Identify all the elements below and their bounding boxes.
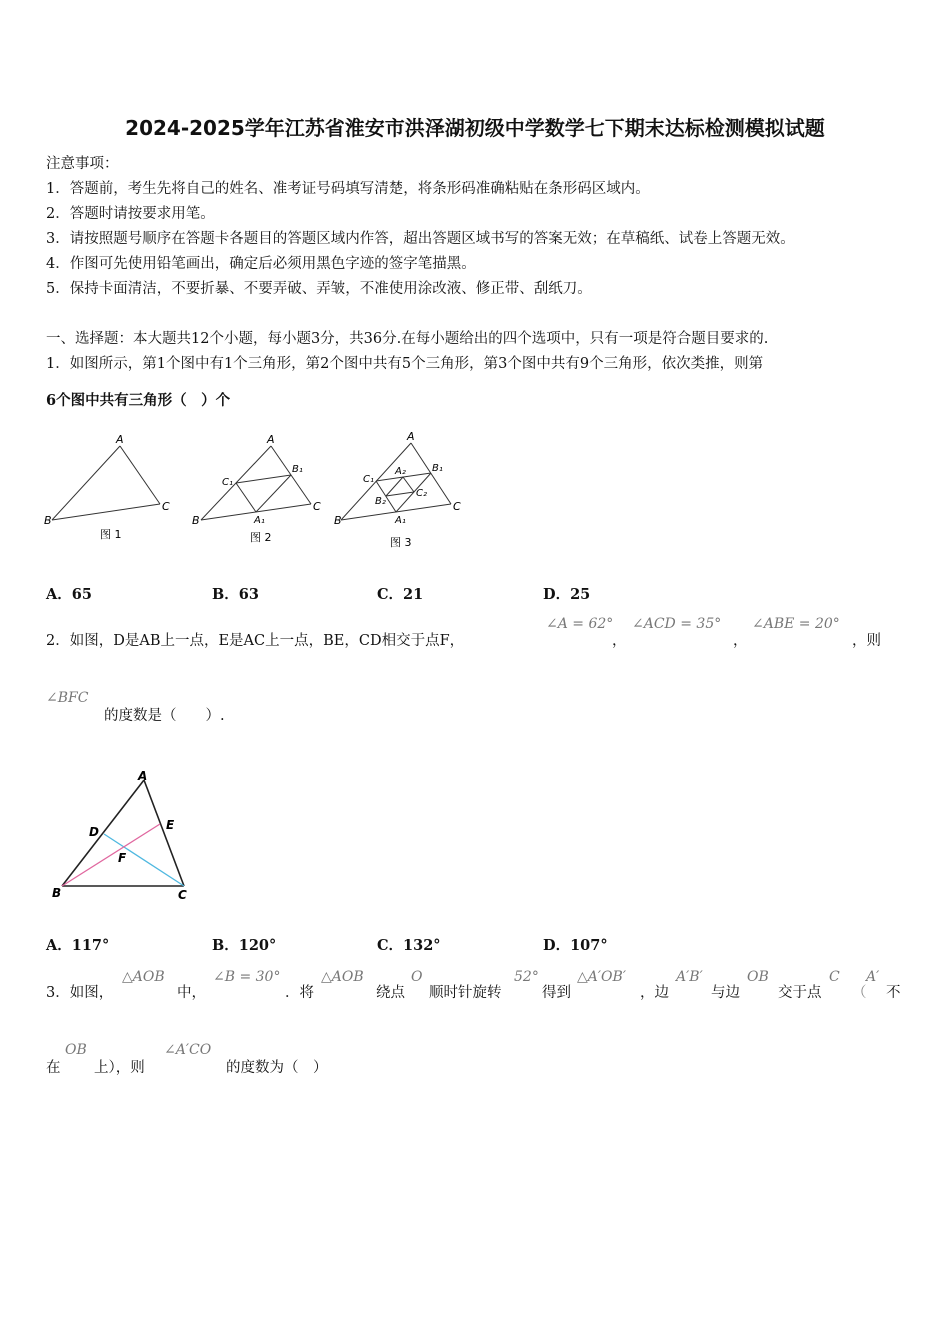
q3-math: △AOB bbox=[321, 969, 364, 985]
q3-text: 上），则 bbox=[94, 1060, 145, 1076]
q2-angle-abe: ∠ABE = 20° bbox=[752, 616, 840, 632]
label-C: C bbox=[162, 500, 170, 513]
segment-dc bbox=[104, 834, 184, 886]
q3-math: OB bbox=[747, 969, 769, 985]
q2-sep: ， bbox=[733, 633, 748, 649]
label-A2: A₂ bbox=[395, 466, 406, 477]
label-A: A bbox=[267, 433, 275, 446]
fig-caption: 图 3 bbox=[390, 536, 412, 549]
q3-text: 的度数为（ ） bbox=[226, 1060, 328, 1076]
q3-math: C bbox=[829, 969, 840, 985]
q1-figure-3 bbox=[341, 443, 451, 520]
notice-item: 1．答题前，考生先将自己的姓名、准考证号码填写清楚，将条形码准确粘贴在条形码区域内。 bbox=[46, 181, 650, 197]
q2-angle-a: ∠A = 62° bbox=[546, 616, 614, 632]
label-C: C bbox=[313, 500, 321, 513]
q2-option-d[interactable]: D．107° bbox=[543, 937, 608, 954]
q3-text: 得到 bbox=[542, 985, 571, 1001]
label-C2: C₂ bbox=[416, 488, 427, 499]
q1-text-line1: 1．如图所示，第1个图中有1个三角形，第2个图中共有5个三角形，第3个图中共有9个三角形，依次类推，则第 bbox=[46, 356, 764, 372]
label-A1: A₁ bbox=[395, 515, 406, 526]
q3-text: ，边 bbox=[640, 985, 669, 1001]
label-A: A bbox=[138, 769, 148, 783]
q3-math: ∠B = 30° bbox=[213, 969, 281, 985]
label-C: C bbox=[453, 500, 461, 513]
label-B: B bbox=[334, 514, 342, 527]
q3-math: O bbox=[411, 969, 423, 985]
q3-math: △A′OB′ bbox=[577, 969, 626, 985]
q1-option-b[interactable]: B．63 bbox=[212, 586, 259, 603]
q3-text: 与边 bbox=[711, 985, 740, 1001]
label-A: A bbox=[407, 430, 415, 443]
q3-math: A′B′ bbox=[676, 969, 703, 985]
label-F: F bbox=[118, 851, 127, 865]
notice-item: 5．保持卡面清洁，不要折暴、不要弄破、弄皱，不准使用涂改液、修正带、刮纸刀。 bbox=[46, 281, 592, 297]
label-B2: B₂ bbox=[375, 496, 386, 507]
notice-item: 4．作图可先使用铅笔画出，确定后必须用黑色字迹的签字笔描黑。 bbox=[46, 256, 476, 272]
q3-text: 不 bbox=[886, 985, 901, 1001]
q2-text: ，则 bbox=[852, 633, 881, 649]
label-B1: B₁ bbox=[432, 463, 443, 474]
page-title: 2024-2025学年江苏省淮安市洪泽湖初级中学数学七下期末达标检测模拟试题 bbox=[125, 116, 825, 140]
notice-item: 2．答题时请按要求用笔。 bbox=[46, 206, 215, 222]
q3-math: △AOB bbox=[122, 969, 165, 985]
fig-caption: 图 1 bbox=[100, 528, 122, 541]
q3-text: 交于点 bbox=[778, 985, 822, 1001]
q3-math: ∠A′CO bbox=[164, 1042, 212, 1058]
label-A1: A₁ bbox=[254, 515, 265, 526]
q3-text: 中， bbox=[177, 985, 206, 1001]
label-A: A bbox=[116, 433, 124, 446]
q2-option-a[interactable]: A．117° bbox=[46, 937, 110, 954]
label-D: D bbox=[89, 825, 99, 839]
q1-figure-1 bbox=[52, 446, 160, 520]
q3-math: 52° bbox=[514, 969, 539, 985]
q1-figure-2 bbox=[201, 446, 311, 520]
notice-item: 3．请按照题号顺序在答题卡各题目的答题区域内作答，超出答题区域书写的答案无效；在草稿纸、试卷上答题无效。 bbox=[46, 231, 795, 247]
q2-option-b[interactable]: B．120° bbox=[212, 937, 277, 954]
q3-math: A′ bbox=[866, 969, 880, 985]
q2-option-c[interactable]: C．132° bbox=[377, 937, 441, 954]
q3-text: 3．如图， bbox=[46, 985, 114, 1001]
q1-option-a[interactable]: A．65 bbox=[46, 586, 92, 603]
label-C1: C₁ bbox=[363, 474, 374, 485]
label-B: B bbox=[192, 514, 200, 527]
section-heading: 一、选择题：本大题共12个小题，每小题3分，共36分.在每小题给出的四个选项中，只有一项是符合题目要求的. bbox=[46, 331, 769, 347]
q1-figures bbox=[40, 428, 480, 553]
q2-text: 的度数是（ ）. bbox=[104, 708, 225, 724]
q3-math: OB bbox=[65, 1042, 87, 1058]
q2-figure bbox=[48, 766, 208, 906]
q2-text: 2．如图，D是AB上一点，E是AC上一点，BE，CD相交于点F， bbox=[46, 633, 465, 649]
fig-caption: 图 2 bbox=[250, 531, 272, 544]
q3-text: 绕点 bbox=[376, 985, 405, 1001]
label-C: C bbox=[178, 888, 187, 902]
q1-option-d[interactable]: D．25 bbox=[543, 586, 591, 603]
q3-text: 在 bbox=[46, 1060, 61, 1076]
q3-text: 顺时针旋转 bbox=[429, 985, 502, 1001]
q1-text-line2: 6个图中共有三角形（ ）个 bbox=[46, 392, 231, 409]
q2-angle-acd: ∠ACD = 35° bbox=[632, 616, 722, 632]
q2-angle-bfc: ∠BFC bbox=[46, 690, 89, 706]
label-B: B bbox=[44, 514, 52, 527]
q2-sep: ， bbox=[612, 633, 627, 649]
label-B1: B₁ bbox=[292, 464, 303, 475]
label-B: B bbox=[52, 886, 62, 900]
label-E: E bbox=[166, 818, 175, 832]
q3-text: ．将 bbox=[285, 985, 314, 1001]
q3-text: （ bbox=[852, 985, 867, 1001]
notice-heading: 注意事项： bbox=[46, 156, 119, 172]
segment-be bbox=[62, 824, 160, 886]
q1-option-c[interactable]: C．21 bbox=[377, 586, 424, 603]
label-C1: C₁ bbox=[222, 477, 233, 488]
